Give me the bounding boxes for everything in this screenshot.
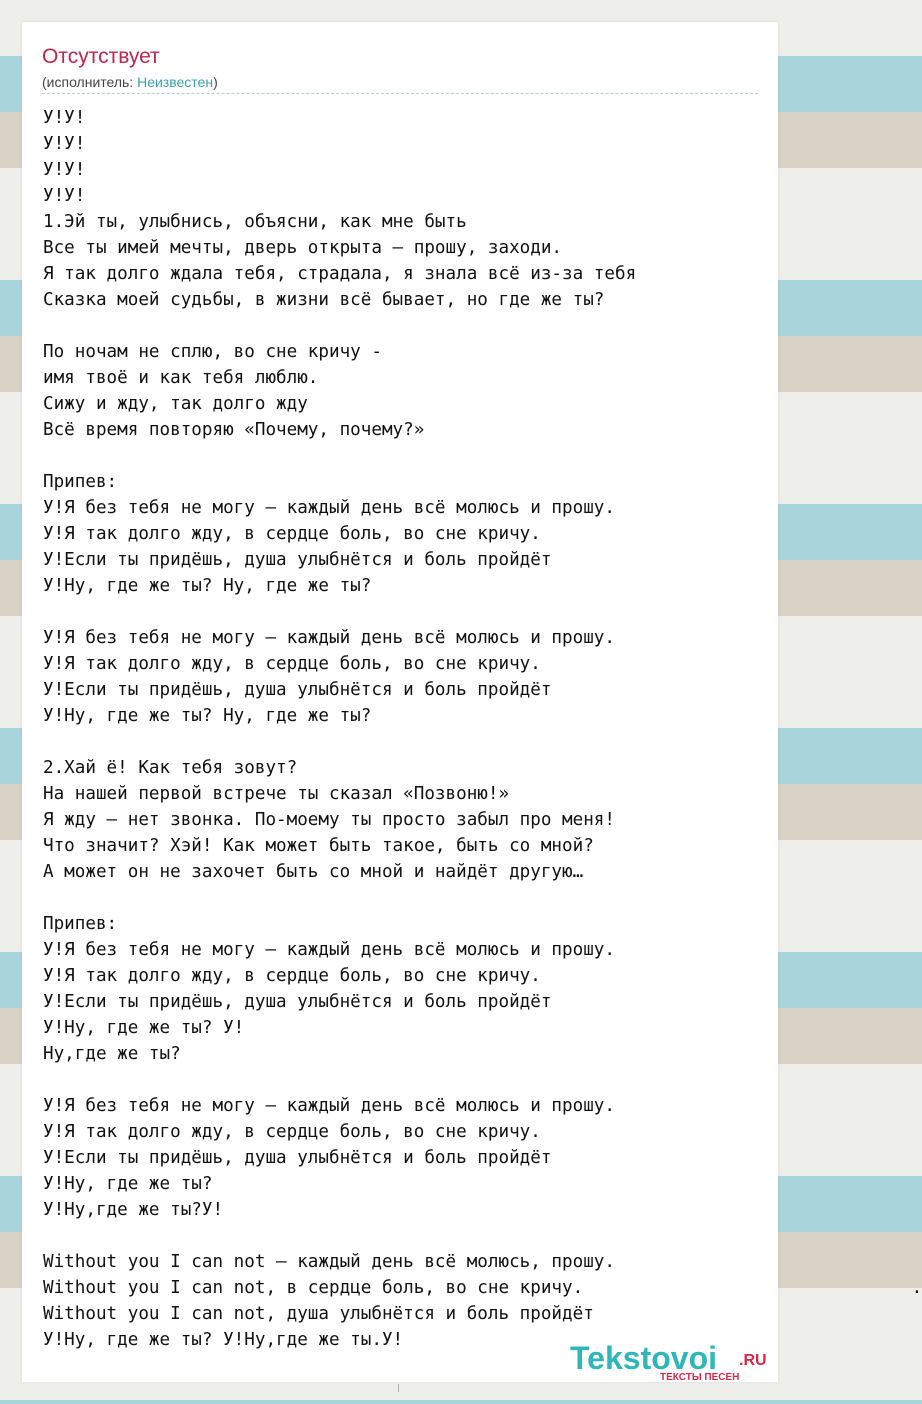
logo-wordmark: Tekstovoi	[570, 1340, 717, 1376]
logo-tagline: ТЕКСТЫ ПЕСЕН	[660, 1372, 740, 1383]
title-divider	[42, 93, 758, 94]
logo-domain: .RU	[739, 1352, 767, 1369]
lyrics-text: У!У! У!У! У!У! У!У! 1.Эй ты, улыбнись, объясни, как мне быть Все ты имей мечты, дверь открыта – прошу, заходи. Я так долго ждала тебя, страдала, я знала всё из-за тебя Сказка моей судьбы, в жизни всё бывает, но где же ты? По ночам не сплю, во сне кричу - имя твоё и как тебя люблю. Сижу и жду, так долго жду Всё время повторяю «Почему, почему?» Припев: У!Я без тебя не могу – каждый день всё молюсь и прошу. У!Я так долго жду, в сердце боль, во сне кричу. У!Если ты придёшь, душа улыбнётся и боль пройдёт У!Ну, где же ты? Ну, где же ты? У!Я без тебя не могу – каждый день всё молюсь и прошу. У!Я так долго жду, в сердце боль, во сне кричу. У!Если ты придёшь, душа улыбнётся и боль пройдёт У!Ну, где же ты? Ну, где же ты? 2.Хай ё! Как тебя зовут? На нашей первой встрече ты сказал «Позвоню!» Я жду – нет звонка. По-моему ты просто забыл про меня! Что значит? Хэй! Как может быть такое, быть со мной? А может он не захочет быть со мной и найдёт другую… Припев: У!Я без тебя не могу – каждый день всё молюсь и прошу. У!Я так долго жду, в сердце боль, во сне кричу. У!Если ты придёшь, душа улыбнётся и боль пройдёт У!Ну, где же ты? У! Ну,где же ты? У!Я без тебя не могу – каждый день всё молюсь и прошу. У!Я так долго жду, в сердце боль, во сне кричу. У!Если ты придёшь, душа улыбнётся и боль пройдёт У!Ну, где же ты? У!Ну,где же ты?У! Without you I can not – каждый день всё молюсь, прошу. Without you I can not, в сердце боль, во сне кричу. . Without you I can not, душа улыбнётся и боль пройдёт У!Ну, где же ты? У!Ну,где же ты.У!	[43, 108, 922, 1350]
site-logo[interactable]	[570, 1340, 780, 1382]
bottom-tick-mark	[398, 1384, 399, 1392]
artist-prefix: (исполнитель:	[42, 74, 138, 90]
song-title: Отсутствует	[42, 45, 160, 68]
artist-line	[42, 73, 218, 91]
artist-link[interactable]: Неизвестен	[137, 74, 214, 90]
lyrics-card	[22, 22, 922, 1383]
artist-suffix: )	[213, 74, 218, 90]
